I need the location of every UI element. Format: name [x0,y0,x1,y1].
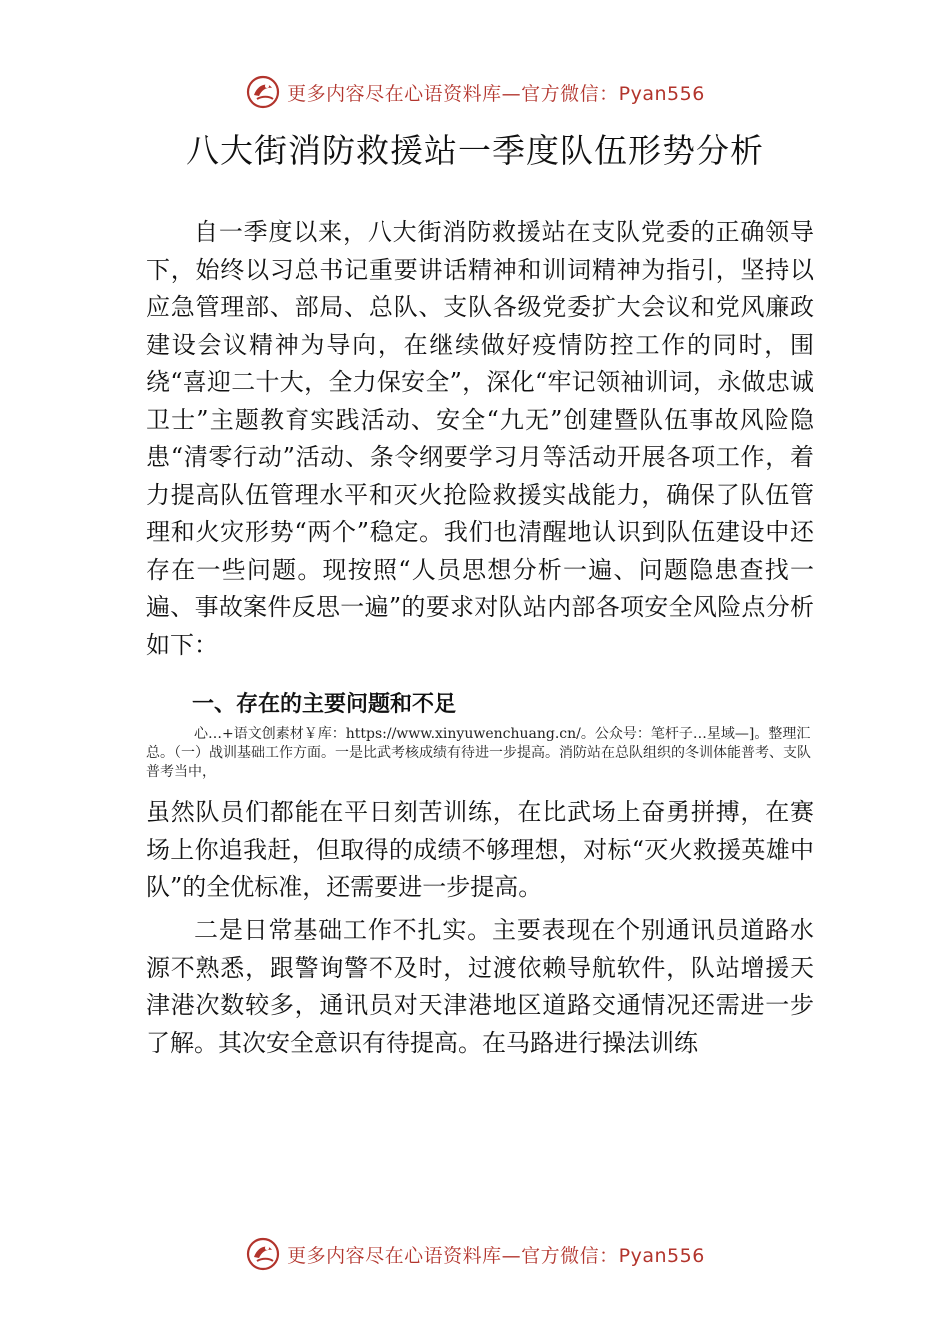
logo-icon [245,74,281,110]
document-title: 八大街消防救援站一季度队伍形势分析 [186,131,764,170]
paragraph-training: 虽然队员们都能在平日刻苦训练，在比武场上奋勇拼搏，在赛场上你追我赶，但取得的成绩不够理想，对标“灭火救援英雄中队”的全优标准，还需要进一步提高。 [146,798,814,901]
paragraph-daily-work: 二是日常基础工作不扎实。主要表现在个别通讯员道路水源不熟悉，跟警询警不及时，过渡依赖导航软件，队站增援天津港次数较多，通讯员对天津港地区道路交通情况还需进一步了解。其次安全意识有待提高。在马路进行操法训练 [146,916,814,1057]
logo-icon [245,1236,281,1272]
footer-banner [0,1232,950,1276]
header-banner [0,70,950,114]
section-heading: 一、存在的主要问题和不足 [192,692,457,717]
banner-text: 更多内容尽在心语资料库—官方微信：Pyan556 [287,82,705,105]
banner-text: 更多内容尽在心语资料库—官方微信：Pyan556 [287,1244,705,1267]
paragraph-intro: 自一季度以来，八大街消防救援站在支队党委的正确领导下，始终以习总书记重要讲话精神和训词精神为指引，坚持以应急管理部、部局、总队、支队各级党委扩大会议和党风廉政建设会议精神为导向，在继续做好疫情防控工作的同时，围绕“喜迎二十大，全力保安全”，深化“牢记领袖训词，永做忠诚卫士”主题教育实践活动、安全“九无”创建暨队伍事故风险隐患“清零行动”活动、条令纲要学习月等活动开展各项工作，着力提高队伍管理水平和灭火抢险救援实战能力，确保了队伍管理和火灾形势“两个”稳定。我们也清醒地认识到队伍建设中还存在一些问题。现按照“人员思想分析一遍、问题隐患查找一遍、事故案件反思一遍”的要求对队站内部各项安全风险点分析如下： [146,218,814,659]
source-note: 心…+语文创素材￥库：https://www.xinyuwenchuang.cn/。公众号：笔杆子…星域—]。整理汇总。（一）战训基础工作方面。一是比武考核成绩有待进一步提高。消防站在总队组织的冬训体能普考、支队普考当中， [146,726,811,780]
